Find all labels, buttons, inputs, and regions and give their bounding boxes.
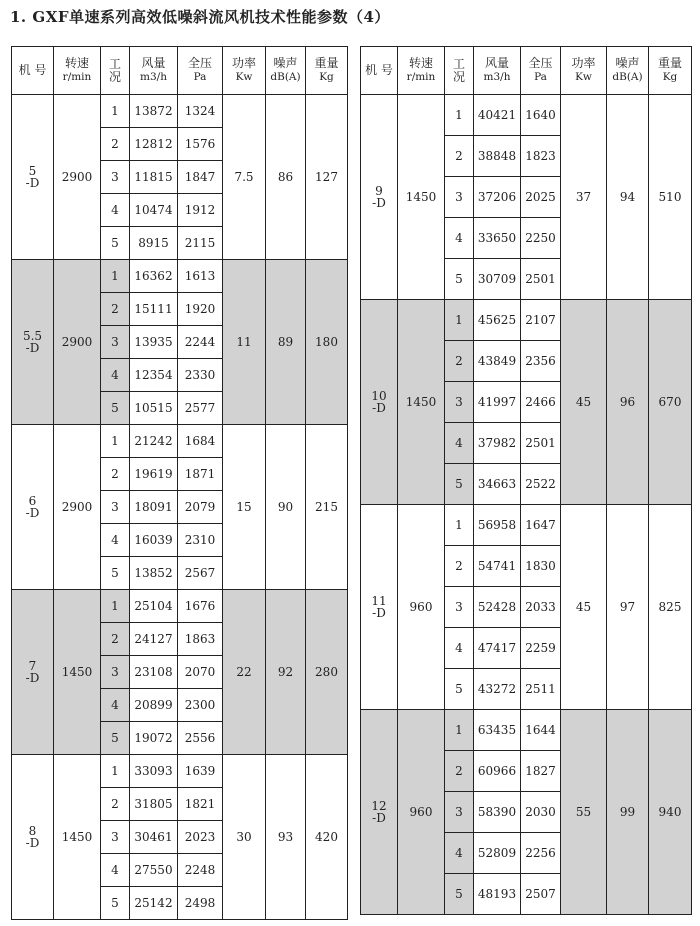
speed-cell: 1450 — [398, 300, 445, 505]
pressure-cell: 2567 — [178, 557, 223, 590]
pressure-cell: 1613 — [178, 260, 223, 293]
model-suffix: -D — [25, 176, 40, 190]
table-row — [361, 710, 692, 751]
model-number: 10 — [371, 389, 387, 403]
flow-cell: 48193 — [474, 874, 521, 915]
header-noise: 噪声 dB(A) — [266, 47, 306, 95]
condition-cell: 4 — [101, 524, 130, 557]
pressure-cell: 2259 — [521, 628, 561, 669]
speed-cell: 1450 — [398, 95, 445, 300]
pressure-cell: 2030 — [521, 792, 561, 833]
model-number: 12 — [371, 799, 387, 813]
table-row — [12, 755, 348, 788]
weight-cell: 215 — [306, 425, 348, 590]
condition-cell: 1 — [101, 260, 130, 293]
flow-cell: 25104 — [130, 590, 178, 623]
pressure-cell: 1823 — [521, 136, 561, 177]
pressure-cell: 1821 — [178, 788, 223, 821]
weight-cell: 180 — [306, 260, 348, 425]
model-suffix: -D — [372, 606, 386, 620]
flow-cell: 33093 — [130, 755, 178, 788]
power-cell: 11 — [223, 260, 266, 425]
header-weight: 重量 Kg — [306, 47, 348, 95]
condition-cell: 3 — [445, 792, 474, 833]
model-cell — [12, 425, 54, 590]
flow-cell: 43272 — [474, 669, 521, 710]
pressure-cell: 2330 — [178, 359, 223, 392]
flow-cell: 52428 — [474, 587, 521, 628]
pressure-cell: 1644 — [521, 710, 561, 751]
pressure-cell: 2033 — [521, 587, 561, 628]
header-flow: 风量 m3/h — [130, 47, 178, 95]
weight-cell: 670 — [649, 300, 692, 505]
flow-cell: 31805 — [130, 788, 178, 821]
pressure-cell: 2501 — [521, 259, 561, 300]
model-suffix: -D — [372, 811, 386, 825]
table-row — [12, 425, 348, 458]
model-cell — [361, 710, 398, 915]
noise-cell: 94 — [607, 95, 649, 300]
flow-cell: 10474 — [130, 194, 178, 227]
pressure-cell: 1920 — [178, 293, 223, 326]
flow-cell: 11815 — [130, 161, 178, 194]
pressure-cell: 2256 — [521, 833, 561, 874]
flow-cell: 43849 — [474, 341, 521, 382]
condition-cell: 3 — [445, 587, 474, 628]
condition-cell: 2 — [101, 293, 130, 326]
power-cell: 55 — [561, 710, 607, 915]
condition-cell: 3 — [445, 382, 474, 423]
flow-cell: 47417 — [474, 628, 521, 669]
power-cell: 15 — [223, 425, 266, 590]
flow-cell: 60966 — [474, 751, 521, 792]
flow-cell: 58390 — [474, 792, 521, 833]
header-noise: 噪声 dB(A) — [607, 47, 649, 95]
pressure-cell: 2244 — [178, 326, 223, 359]
flow-cell: 18091 — [130, 491, 178, 524]
pressure-cell: 2501 — [521, 423, 561, 464]
model-number: 9 — [375, 184, 383, 198]
pressure-cell: 2511 — [521, 669, 561, 710]
power-cell: 45 — [561, 505, 607, 710]
condition-cell: 2 — [101, 788, 130, 821]
flow-cell: 24127 — [130, 623, 178, 656]
flow-cell: 12812 — [130, 128, 178, 161]
model-cell — [12, 95, 54, 260]
flow-cell: 19619 — [130, 458, 178, 491]
flow-cell: 37982 — [474, 423, 521, 464]
condition-cell: 5 — [445, 259, 474, 300]
flow-cell: 34663 — [474, 464, 521, 505]
pressure-cell: 2250 — [521, 218, 561, 259]
pressure-cell: 1847 — [178, 161, 223, 194]
condition-cell: 4 — [101, 689, 130, 722]
model-cell — [12, 755, 54, 920]
table-row — [361, 505, 692, 546]
pressure-cell: 1827 — [521, 751, 561, 792]
condition-cell: 4 — [445, 218, 474, 259]
model-number: 7 — [28, 659, 37, 673]
model-suffix: -D — [372, 401, 386, 415]
table-row — [361, 300, 692, 341]
pressure-cell: 1830 — [521, 546, 561, 587]
condition-cell: 5 — [101, 722, 130, 755]
noise-cell: 97 — [607, 505, 649, 710]
flow-cell: 25142 — [130, 887, 178, 920]
pressure-cell: 1684 — [178, 425, 223, 458]
flow-cell: 63435 — [474, 710, 521, 751]
model-suffix: -D — [372, 196, 386, 210]
pressure-cell: 2466 — [521, 382, 561, 423]
noise-cell: 90 — [266, 425, 306, 590]
header-speed: 转速 r/min — [398, 47, 445, 95]
model-suffix: -D — [25, 671, 40, 685]
flow-cell: 54741 — [474, 546, 521, 587]
condition-cell: 5 — [445, 669, 474, 710]
condition-cell: 5 — [445, 464, 474, 505]
speed-cell: 2900 — [54, 425, 101, 590]
pressure-cell: 2507 — [521, 874, 561, 915]
noise-cell: 99 — [607, 710, 649, 915]
flow-cell: 15111 — [130, 293, 178, 326]
condition-cell: 3 — [101, 161, 130, 194]
pressure-cell: 1639 — [178, 755, 223, 788]
pressure-cell: 2356 — [521, 341, 561, 382]
header-flow: 风量 m3/h — [474, 47, 521, 95]
flow-cell: 16362 — [130, 260, 178, 293]
condition-cell: 3 — [445, 177, 474, 218]
power-cell: 30 — [223, 755, 266, 920]
model-suffix: -D — [25, 341, 40, 355]
left-spec-table — [11, 46, 348, 920]
pressure-cell: 2079 — [178, 491, 223, 524]
page-title: 1. GXF单速系列高效低噪斜流风机技术性能参数（4） — [10, 8, 390, 26]
condition-cell: 5 — [101, 557, 130, 590]
condition-cell: 5 — [101, 227, 130, 260]
model-cell — [361, 300, 398, 505]
pressure-cell: 1676 — [178, 590, 223, 623]
condition-cell: 1 — [445, 505, 474, 546]
pressure-cell: 2023 — [178, 821, 223, 854]
header-pressure: 全压 Pa — [178, 47, 223, 95]
speed-cell: 2900 — [54, 95, 101, 260]
right-spec-table — [360, 46, 692, 915]
header-power: 功率 Kw — [561, 47, 607, 95]
pressure-cell: 2556 — [178, 722, 223, 755]
table-row — [361, 95, 692, 136]
condition-cell: 2 — [101, 458, 130, 491]
pressure-cell: 1863 — [178, 623, 223, 656]
condition-cell: 4 — [445, 833, 474, 874]
flow-cell: 8915 — [130, 227, 178, 260]
pressure-cell: 2310 — [178, 524, 223, 557]
pressure-cell: 1640 — [521, 95, 561, 136]
pressure-cell: 1871 — [178, 458, 223, 491]
noise-cell: 93 — [266, 755, 306, 920]
power-cell: 45 — [561, 300, 607, 505]
flow-cell: 23108 — [130, 656, 178, 689]
pressure-cell: 2300 — [178, 689, 223, 722]
condition-cell: 1 — [101, 95, 130, 128]
flow-cell: 38848 — [474, 136, 521, 177]
condition-cell: 2 — [445, 341, 474, 382]
flow-cell: 37206 — [474, 177, 521, 218]
noise-cell: 92 — [266, 590, 306, 755]
header-pressure: 全压 Pa — [521, 47, 561, 95]
model-cell — [12, 590, 54, 755]
pressure-cell: 2522 — [521, 464, 561, 505]
pressure-cell: 1647 — [521, 505, 561, 546]
condition-cell: 3 — [101, 821, 130, 854]
condition-cell: 1 — [101, 590, 130, 623]
flow-cell: 30461 — [130, 821, 178, 854]
condition-cell: 2 — [445, 546, 474, 587]
weight-cell: 940 — [649, 710, 692, 915]
pressure-cell: 2577 — [178, 392, 223, 425]
flow-cell: 13872 — [130, 95, 178, 128]
condition-cell: 1 — [445, 95, 474, 136]
flow-cell: 40421 — [474, 95, 521, 136]
model-suffix: -D — [25, 836, 40, 850]
pressure-cell: 1912 — [178, 194, 223, 227]
condition-cell: 5 — [445, 874, 474, 915]
right-table-body — [361, 95, 692, 915]
flow-cell: 30709 — [474, 259, 521, 300]
pressure-cell: 2025 — [521, 177, 561, 218]
weight-cell: 825 — [649, 505, 692, 710]
power-cell: 37 — [561, 95, 607, 300]
model-number: 11 — [371, 594, 387, 608]
header-model: 机 号 — [12, 47, 54, 95]
condition-cell: 4 — [445, 628, 474, 669]
flow-cell: 56958 — [474, 505, 521, 546]
pressure-cell: 1324 — [178, 95, 223, 128]
condition-cell: 2 — [101, 128, 130, 161]
pressure-cell: 2115 — [178, 227, 223, 260]
pressure-cell: 2498 — [178, 887, 223, 920]
left-table-body — [12, 95, 348, 920]
model-cell — [361, 95, 398, 300]
pressure-cell: 2107 — [521, 300, 561, 341]
flow-cell: 33650 — [474, 218, 521, 259]
condition-cell: 3 — [101, 491, 130, 524]
flow-cell: 10515 — [130, 392, 178, 425]
header-condition: 工 况 — [445, 47, 474, 95]
weight-cell: 127 — [306, 95, 348, 260]
flow-cell: 21242 — [130, 425, 178, 458]
flow-cell: 13852 — [130, 557, 178, 590]
speed-cell: 960 — [398, 505, 445, 710]
speed-cell: 960 — [398, 710, 445, 915]
table-row — [12, 260, 348, 293]
table-row — [12, 590, 348, 623]
model-suffix: -D — [25, 506, 40, 520]
weight-cell: 280 — [306, 590, 348, 755]
flow-cell: 45625 — [474, 300, 521, 341]
header-weight: 重量 Kg — [649, 47, 692, 95]
flow-cell: 41997 — [474, 382, 521, 423]
condition-cell: 4 — [101, 854, 130, 887]
power-cell: 22 — [223, 590, 266, 755]
pressure-cell: 2070 — [178, 656, 223, 689]
condition-cell: 1 — [445, 710, 474, 751]
condition-cell: 3 — [101, 656, 130, 689]
model-number: 6 — [28, 494, 37, 508]
model-cell — [12, 260, 54, 425]
pressure-cell: 1576 — [178, 128, 223, 161]
condition-cell: 1 — [101, 755, 130, 788]
condition-cell: 4 — [101, 194, 130, 227]
model-number: 8 — [28, 824, 37, 838]
noise-cell: 89 — [266, 260, 306, 425]
flow-cell: 27550 — [130, 854, 178, 887]
speed-cell: 1450 — [54, 590, 101, 755]
condition-cell: 2 — [445, 136, 474, 177]
table-row — [12, 95, 348, 128]
flow-cell: 19072 — [130, 722, 178, 755]
header-condition: 工 况 — [101, 47, 130, 95]
header-model: 机 号 — [361, 47, 398, 95]
power-cell: 7.5 — [223, 95, 266, 260]
flow-cell: 12354 — [130, 359, 178, 392]
speed-cell: 2900 — [54, 260, 101, 425]
condition-cell: 5 — [101, 392, 130, 425]
header-row — [12, 47, 348, 95]
header-speed: 转速 r/min — [54, 47, 101, 95]
speed-cell: 1450 — [54, 755, 101, 920]
noise-cell: 96 — [607, 300, 649, 505]
condition-cell: 1 — [445, 300, 474, 341]
condition-cell: 2 — [101, 623, 130, 656]
condition-cell: 3 — [101, 326, 130, 359]
weight-cell: 420 — [306, 755, 348, 920]
flow-cell: 13935 — [130, 326, 178, 359]
weight-cell: 510 — [649, 95, 692, 300]
condition-cell: 5 — [101, 887, 130, 920]
model-number: 5.5 — [22, 329, 43, 343]
flow-cell: 16039 — [130, 524, 178, 557]
pressure-cell: 2248 — [178, 854, 223, 887]
header-row — [361, 47, 692, 95]
condition-cell: 4 — [445, 423, 474, 464]
model-cell — [361, 505, 398, 710]
condition-cell: 1 — [101, 425, 130, 458]
flow-cell: 20899 — [130, 689, 178, 722]
noise-cell: 86 — [266, 95, 306, 260]
flow-cell: 52809 — [474, 833, 521, 874]
header-power: 功率 Kw — [223, 47, 266, 95]
model-number: 5 — [28, 164, 37, 178]
condition-cell: 2 — [445, 751, 474, 792]
condition-cell: 4 — [101, 359, 130, 392]
